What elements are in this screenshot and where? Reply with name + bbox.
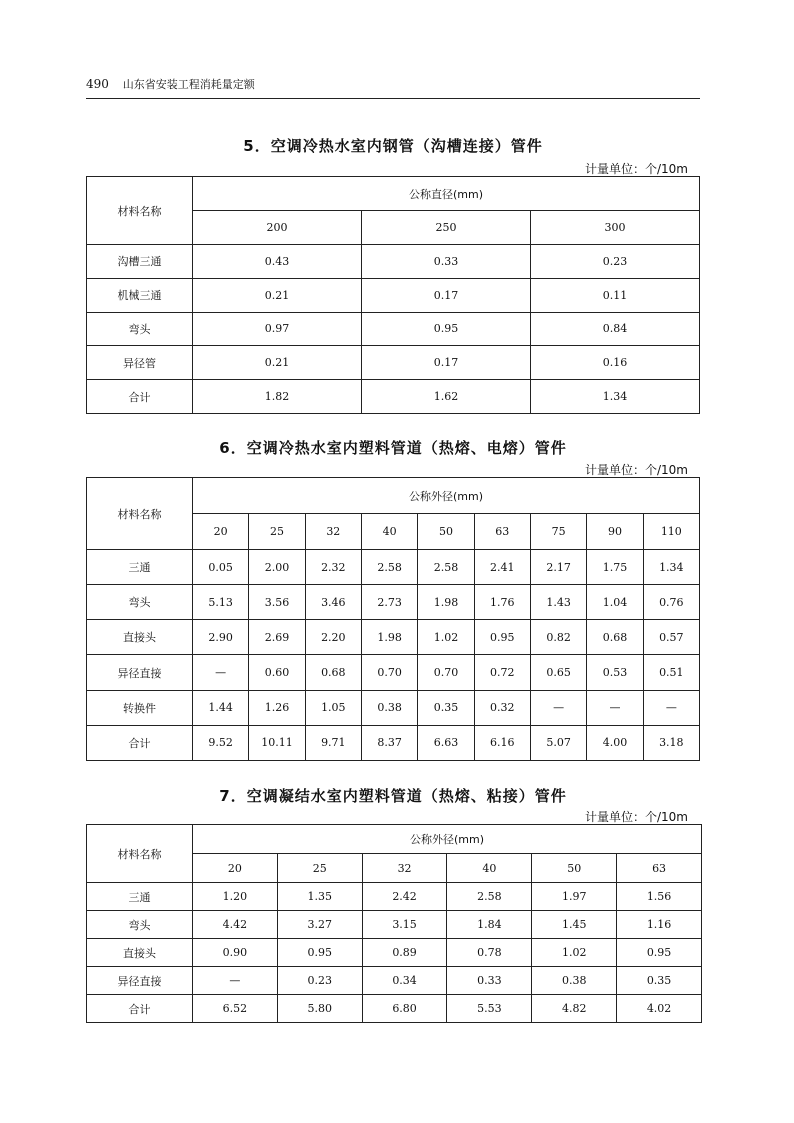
value-cell: 6.16 [474, 725, 530, 760]
material-name: 异径管 [87, 346, 193, 380]
value-cell: — [587, 690, 643, 725]
value-cell: 0.32 [474, 690, 530, 725]
column-header: 90 [587, 514, 643, 550]
value-cell: 3.18 [643, 725, 699, 760]
material-name: 沟槽三通 [87, 245, 193, 279]
column-header: 32 [305, 514, 361, 550]
value-cell: 0.76 [643, 585, 699, 620]
table-row [87, 939, 702, 967]
value-cell: 4.42 [193, 911, 278, 939]
value-cell: 1.84 [447, 911, 532, 939]
value-cell: 2.73 [361, 585, 417, 620]
value-cell: 0.35 [418, 690, 474, 725]
column-header: 40 [361, 514, 417, 550]
table-row [87, 380, 700, 414]
value-cell: 0.84 [531, 312, 700, 346]
corner-header: 材料名称 [87, 478, 193, 550]
table-row [87, 725, 700, 760]
corner-header: 材料名称 [87, 177, 193, 245]
value-cell: 4.02 [617, 995, 702, 1023]
value-cell: 2.90 [193, 620, 249, 655]
value-cell: 0.95 [474, 620, 530, 655]
value-cell: 5.53 [447, 995, 532, 1023]
value-cell: — [193, 967, 278, 995]
material-name: 转换件 [87, 690, 193, 725]
material-name: 三通 [87, 550, 193, 585]
table-row [87, 655, 700, 690]
section-5-unit: 计量单位：个/10m [584, 162, 688, 176]
material-name: 机械三通 [87, 278, 193, 312]
value-cell: 3.27 [277, 911, 362, 939]
value-cell: 2.42 [362, 883, 447, 911]
value-cell: 2.20 [305, 620, 361, 655]
table-row [87, 585, 700, 620]
header-row [87, 825, 702, 854]
value-cell: 0.90 [193, 939, 278, 967]
material-name: 直接头 [87, 939, 193, 967]
value-cell: 2.32 [305, 550, 361, 585]
value-cell: 6.52 [193, 995, 278, 1023]
value-cell: 0.97 [193, 312, 362, 346]
value-cell: 1.56 [617, 883, 702, 911]
column-header: 200 [193, 211, 362, 245]
value-cell: 2.17 [530, 550, 586, 585]
column-header: 50 [532, 854, 617, 883]
value-cell: 0.43 [193, 245, 362, 279]
value-cell: 0.70 [418, 655, 474, 690]
value-cell: 1.97 [532, 883, 617, 911]
value-cell: 0.23 [531, 245, 700, 279]
value-cell: 1.76 [474, 585, 530, 620]
section-5-title: 5．空调冷热水室内钢管（沟槽连接）管件 [243, 137, 543, 155]
value-cell: 2.41 [474, 550, 530, 585]
column-header: 63 [617, 854, 702, 883]
section-6-title: 6．空调冷热水室内塑料管道（热熔、电熔）管件 [219, 439, 567, 457]
value-cell: 3.46 [305, 585, 361, 620]
value-cell: 9.52 [193, 725, 249, 760]
value-cell: 0.11 [531, 278, 700, 312]
material-name: 异径直接 [87, 967, 193, 995]
value-cell: 0.17 [362, 278, 531, 312]
value-cell: 2.58 [361, 550, 417, 585]
value-cell: 0.82 [530, 620, 586, 655]
section-7-table [86, 824, 702, 1023]
value-cell: — [193, 655, 249, 690]
value-cell: 0.95 [277, 939, 362, 967]
value-cell: 0.33 [447, 967, 532, 995]
value-cell: 1.82 [193, 380, 362, 414]
value-cell: 1.45 [532, 911, 617, 939]
value-cell: 3.15 [362, 911, 447, 939]
corner-header: 材料名称 [87, 825, 193, 883]
value-cell: 1.16 [617, 911, 702, 939]
value-cell: 2.58 [447, 883, 532, 911]
column-header: 50 [418, 514, 474, 550]
value-cell: 1.04 [587, 585, 643, 620]
value-cell: 1.02 [418, 620, 474, 655]
value-cell: 10.11 [249, 725, 305, 760]
value-cell: 1.62 [362, 380, 531, 414]
value-cell: 1.05 [305, 690, 361, 725]
column-header: 63 [474, 514, 530, 550]
material-name: 直接头 [87, 620, 193, 655]
value-cell: 1.26 [249, 690, 305, 725]
value-cell: 4.82 [532, 995, 617, 1023]
column-header: 25 [277, 854, 362, 883]
material-name: 弯头 [87, 585, 193, 620]
group-header: 公称直径(mm) [193, 177, 700, 211]
value-cell: 6.80 [362, 995, 447, 1023]
value-cell: 1.34 [643, 550, 699, 585]
material-name: 三通 [87, 883, 193, 911]
value-cell: 2.69 [249, 620, 305, 655]
table-row [87, 995, 702, 1023]
value-cell: 8.37 [361, 725, 417, 760]
header-row [87, 177, 700, 211]
table-row [87, 967, 702, 995]
material-name: 异径直接 [87, 655, 193, 690]
value-cell: — [643, 690, 699, 725]
material-name: 合计 [87, 995, 193, 1023]
value-cell: 4.00 [587, 725, 643, 760]
value-cell: 0.57 [643, 620, 699, 655]
value-cell: 0.78 [447, 939, 532, 967]
table-row [87, 883, 702, 911]
value-cell: 0.60 [249, 655, 305, 690]
value-cell: 0.89 [362, 939, 447, 967]
value-cell: 1.02 [532, 939, 617, 967]
column-header: 25 [249, 514, 305, 550]
value-cell: 0.21 [193, 346, 362, 380]
table-row [87, 278, 700, 312]
table-row [87, 245, 700, 279]
value-cell: 0.65 [530, 655, 586, 690]
column-header: 75 [530, 514, 586, 550]
value-cell: 0.16 [531, 346, 700, 380]
value-cell: 1.20 [193, 883, 278, 911]
table-row [87, 690, 700, 725]
material-name: 弯头 [87, 911, 193, 939]
material-name: 合计 [87, 725, 193, 760]
column-header: 20 [193, 514, 249, 550]
value-cell: 1.34 [531, 380, 700, 414]
group-header: 公称外径(mm) [193, 825, 702, 854]
column-header: 110 [643, 514, 699, 550]
column-header: 20 [193, 854, 278, 883]
value-cell: 2.00 [249, 550, 305, 585]
book-title: 山东省安装工程消耗量定额 [122, 78, 255, 91]
value-cell: 9.71 [305, 725, 361, 760]
value-cell: 5.80 [277, 995, 362, 1023]
value-cell: 1.75 [587, 550, 643, 585]
value-cell: 3.56 [249, 585, 305, 620]
column-header: 250 [362, 211, 531, 245]
value-cell: 5.13 [193, 585, 249, 620]
header-row [87, 478, 700, 514]
column-header: 300 [531, 211, 700, 245]
table-row [87, 620, 700, 655]
page-number: 490 [86, 77, 109, 91]
section-7-unit: 计量单位：个/10m [584, 810, 688, 824]
value-cell: 0.23 [277, 967, 362, 995]
section-6-table [86, 477, 700, 761]
page-header [86, 76, 700, 99]
column-header: 32 [362, 854, 447, 883]
value-cell: 1.44 [193, 690, 249, 725]
value-cell: 6.63 [418, 725, 474, 760]
value-cell: 5.07 [530, 725, 586, 760]
value-cell: 0.70 [361, 655, 417, 690]
material-name: 弯头 [87, 312, 193, 346]
value-cell: 0.72 [474, 655, 530, 690]
value-cell: 0.53 [587, 655, 643, 690]
value-cell: 0.21 [193, 278, 362, 312]
value-cell: — [530, 690, 586, 725]
value-cell: 2.58 [418, 550, 474, 585]
material-name: 合计 [87, 380, 193, 414]
value-cell: 0.51 [643, 655, 699, 690]
value-cell: 0.33 [362, 245, 531, 279]
group-header: 公称外径(mm) [193, 478, 700, 514]
section-7-title: 7．空调凝结水室内塑料管道（热熔、粘接）管件 [219, 787, 567, 805]
value-cell: 0.38 [361, 690, 417, 725]
value-cell: 0.38 [532, 967, 617, 995]
value-cell: 0.95 [617, 939, 702, 967]
value-cell: 0.34 [362, 967, 447, 995]
value-cell: 1.98 [361, 620, 417, 655]
value-cell: 0.95 [362, 312, 531, 346]
column-header: 40 [447, 854, 532, 883]
value-cell: 1.43 [530, 585, 586, 620]
section-6-unit: 计量单位：个/10m [584, 463, 688, 477]
table-row [87, 911, 702, 939]
table-row [87, 550, 700, 585]
value-cell: 1.98 [418, 585, 474, 620]
value-cell: 0.68 [305, 655, 361, 690]
value-cell: 1.35 [277, 883, 362, 911]
table-row [87, 346, 700, 380]
table-row [87, 312, 700, 346]
value-cell: 0.05 [193, 550, 249, 585]
value-cell: 0.68 [587, 620, 643, 655]
section-5-table [86, 176, 700, 414]
value-cell: 0.35 [617, 967, 702, 995]
value-cell: 0.17 [362, 346, 531, 380]
